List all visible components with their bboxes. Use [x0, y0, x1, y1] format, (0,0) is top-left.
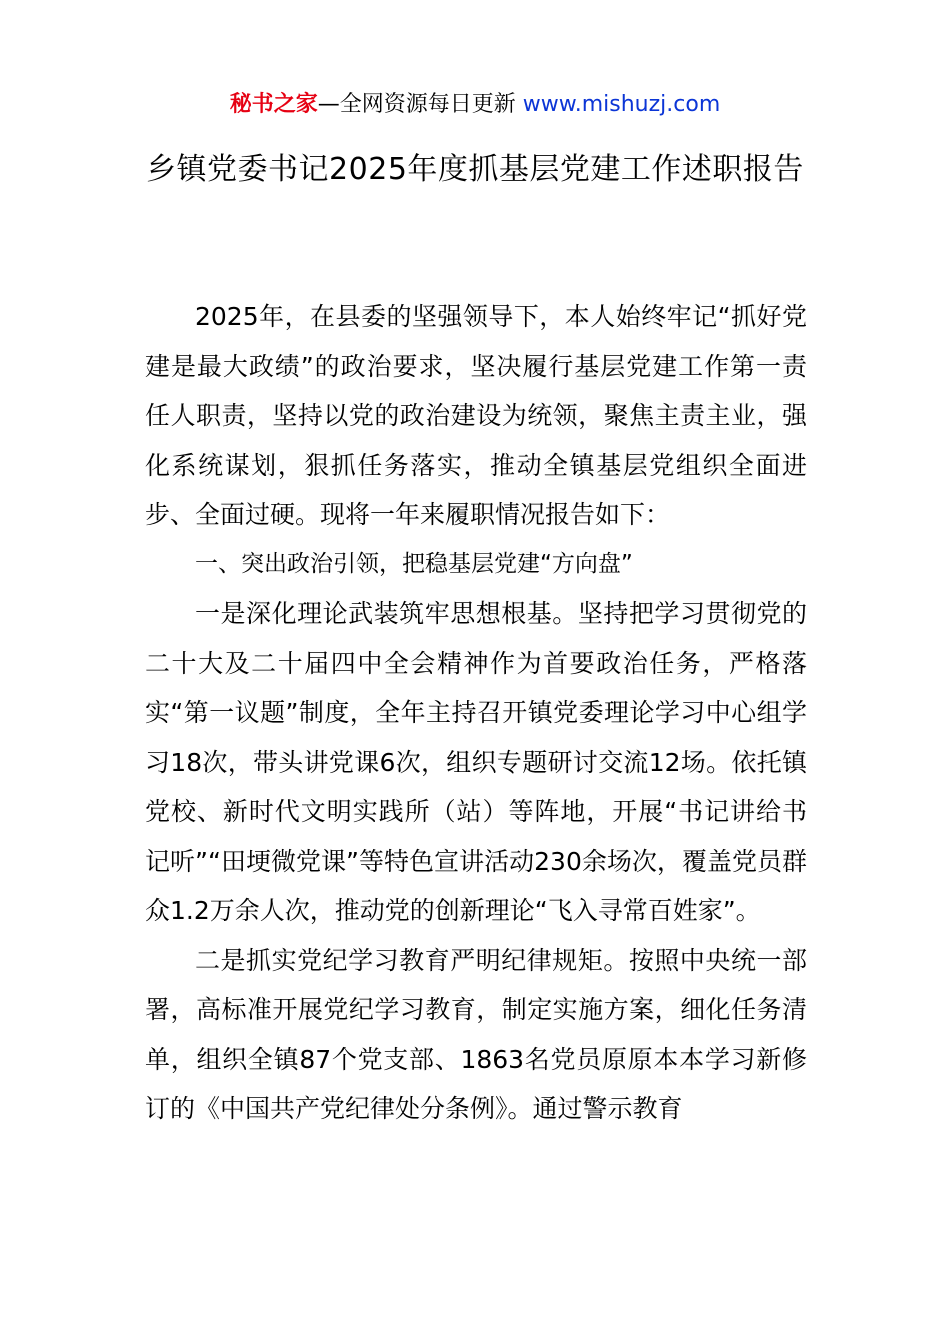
document-title: 乡镇党委书记2025年度抓基层党建工作述职报告 — [146, 152, 804, 187]
document-body — [145, 292, 807, 1134]
intro-paragraph: 2025年，在县委的坚强领导下，本人始终牢记“抓好党建是最大政绩”的政治要求，坚决履行基层党建工作第一责任人职责，坚持以党的政治建设为统领，聚焦主责主业，强化系统谋划，狠抓任务落实，推动全镇基层党组织全面进步、全面过硬。现将一年来履职情况报告如下： — [145, 302, 807, 529]
banner-tagline: —全网资源每日更新 — [317, 92, 516, 117]
site-banner — [0, 88, 950, 122]
body-paragraph: 二是抓实党纪学习教育严明纪律规矩。按照中央统一部署，高标准开展党纪学习教育，制定实施方案，细化任务清单，组织全镇87个党支部、1863名党员原原本本学习新修订的《中国共产党纪律处分条例》。通过警示教育 — [145, 945, 807, 1123]
section-heading: 一、突出政治引领，把稳基层党建“方向盘” — [195, 550, 633, 577]
body-paragraph: 一是深化理论武装筑牢思想根基。坚持把学习贯彻党的二十大及二十届四中全会精神作为首要政治任务，严格落实“第一议题”制度，全年主持召开镇党委理论学习中心组学习18次，带头讲党课6次，组织专题研讨交流12场。依托镇党校、新时代文明实践所（站）等阵地，开展“书记讲给书记听”“田埂微党课”等特色宣讲活动230余场次，覆盖党员群众1.2万余人次，推动党的创新理论“飞入寻常百姓家”。 — [145, 599, 807, 925]
brand-name: 秘书之家 — [229, 92, 318, 117]
site-url-link[interactable]: www.mishuzj.com — [522, 92, 721, 117]
